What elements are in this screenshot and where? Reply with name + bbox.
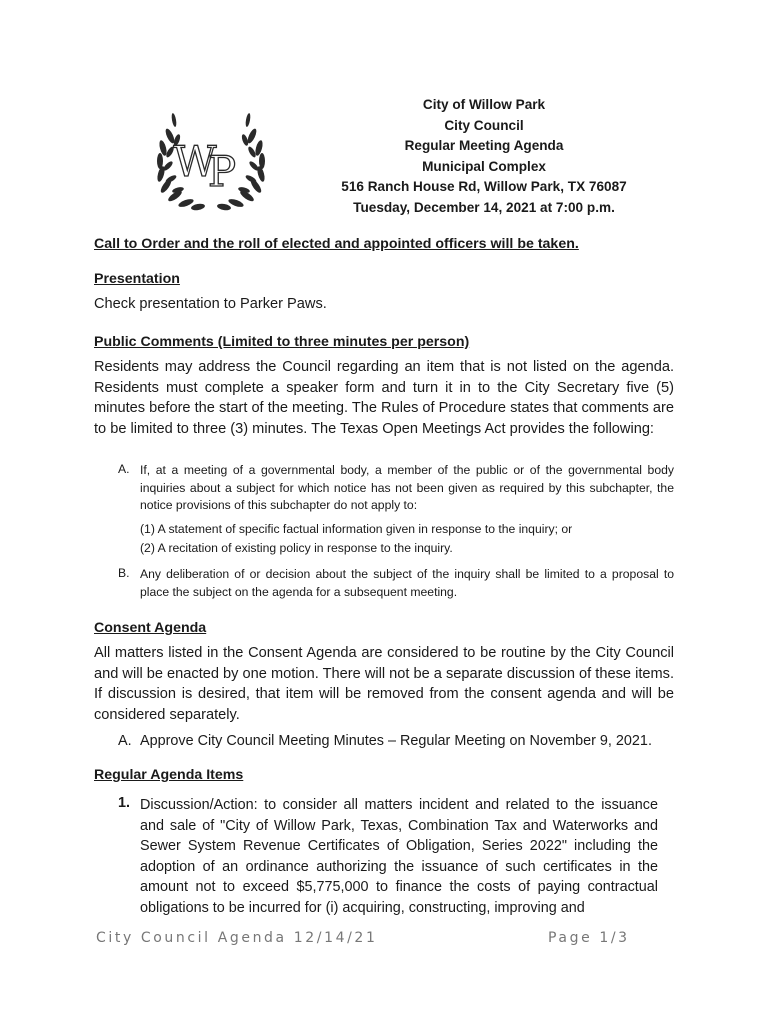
council-name: City Council bbox=[444, 117, 524, 133]
logo-letter-p: P bbox=[207, 147, 237, 196]
logo-letter-w: W bbox=[173, 137, 217, 186]
regular-item-1-text: Discussion/Action: to consider all matters incident and related to the issuance and sale of "City of Willow Park, Texas, Combination Tax and Waterworks and Sewer System Revenue Certificates of Obligation, Series 2022" including the adoption of an ordinance authorizing the issuance of such certificates in the amount not to exceed $5,775,000 to finance the costs of paying contractual obligations to be incurred for (i) acquiring, constructing, improving and bbox=[140, 797, 658, 916]
public-comments-item-a-label: A. bbox=[118, 462, 130, 476]
consent-agenda-text: All matters listed in the Consent Agenda are considered to be routine by the City Council and will be enacted by one motion. There will not be a separate discussion of these items. If discussion is desired, that item will be removed from the consent agenda and will be considered separately. bbox=[94, 645, 674, 723]
address: 516 Ranch House Rd, Willow Park, TX 76087 bbox=[341, 179, 627, 194]
meeting-type: Regular Meeting Agenda bbox=[404, 138, 564, 153]
presentation-heading: Presentation bbox=[94, 271, 180, 287]
city-name: City of Willow Park bbox=[422, 97, 546, 112]
public-comments-sub-1: (1) A statement of specific factual information given in response to the inquiry; or bbox=[140, 522, 573, 536]
consent-item-a-label: A. bbox=[118, 733, 132, 749]
presentation-text: Check presentation to Parker Paws. bbox=[94, 296, 327, 312]
agenda-header bbox=[300, 95, 668, 218]
public-comments-item-b-text: Any deliberation of or decision about the subject of the inquiry shall be limited to a proposal to place the subject on the agenda for a subsequent meeting. bbox=[140, 567, 674, 599]
venue: Municipal Complex bbox=[422, 158, 546, 174]
city-seal-logo bbox=[150, 106, 272, 218]
consent-item-a-text: Approve City Council Meeting Minutes – Regular Meeting on November 9, 2021. bbox=[140, 733, 652, 749]
public-comments-item-b-label: B. bbox=[118, 566, 130, 580]
consent-agenda-heading: Consent Agenda bbox=[94, 620, 207, 636]
meeting-datetime: Tuesday, December 14, 2021 at 7:00 p.m. bbox=[353, 199, 615, 215]
regular-agenda-heading: Regular Agenda Items bbox=[94, 767, 244, 783]
call-to-order: Call to Order and the roll of elected and appointed officers will be taken. bbox=[94, 236, 579, 252]
public-comments-text: Residents may address the Council regarding an item that is not listed on the agenda. Residents must complete a speaker form and turn it in to the City Secretary five (5) minutes before the start of the meeting. The Rules of Procedure states that comments are to be limited to three (3) minutes. The Texas Open Meetings Act provides the following: bbox=[94, 359, 674, 437]
footer-page-number: Page 1/3 bbox=[548, 930, 630, 946]
regular-item-1-label: 1. bbox=[118, 795, 131, 811]
footer-agenda-date: City Council Agenda 12/14/21 bbox=[96, 930, 378, 946]
public-comments-sub-2: (2) A recitation of existing policy in response to the inquiry. bbox=[140, 541, 453, 555]
public-comments-heading: Public Comments (Limited to three minutes per person) bbox=[94, 334, 470, 350]
public-comments-item-a-text: If, at a meeting of a governmental body, a member of the public or of the governmental body inquiries about a subject for which notice has not been given as required by this subchapter, the notice provisions of this subchapter do not apply to: bbox=[140, 463, 674, 513]
